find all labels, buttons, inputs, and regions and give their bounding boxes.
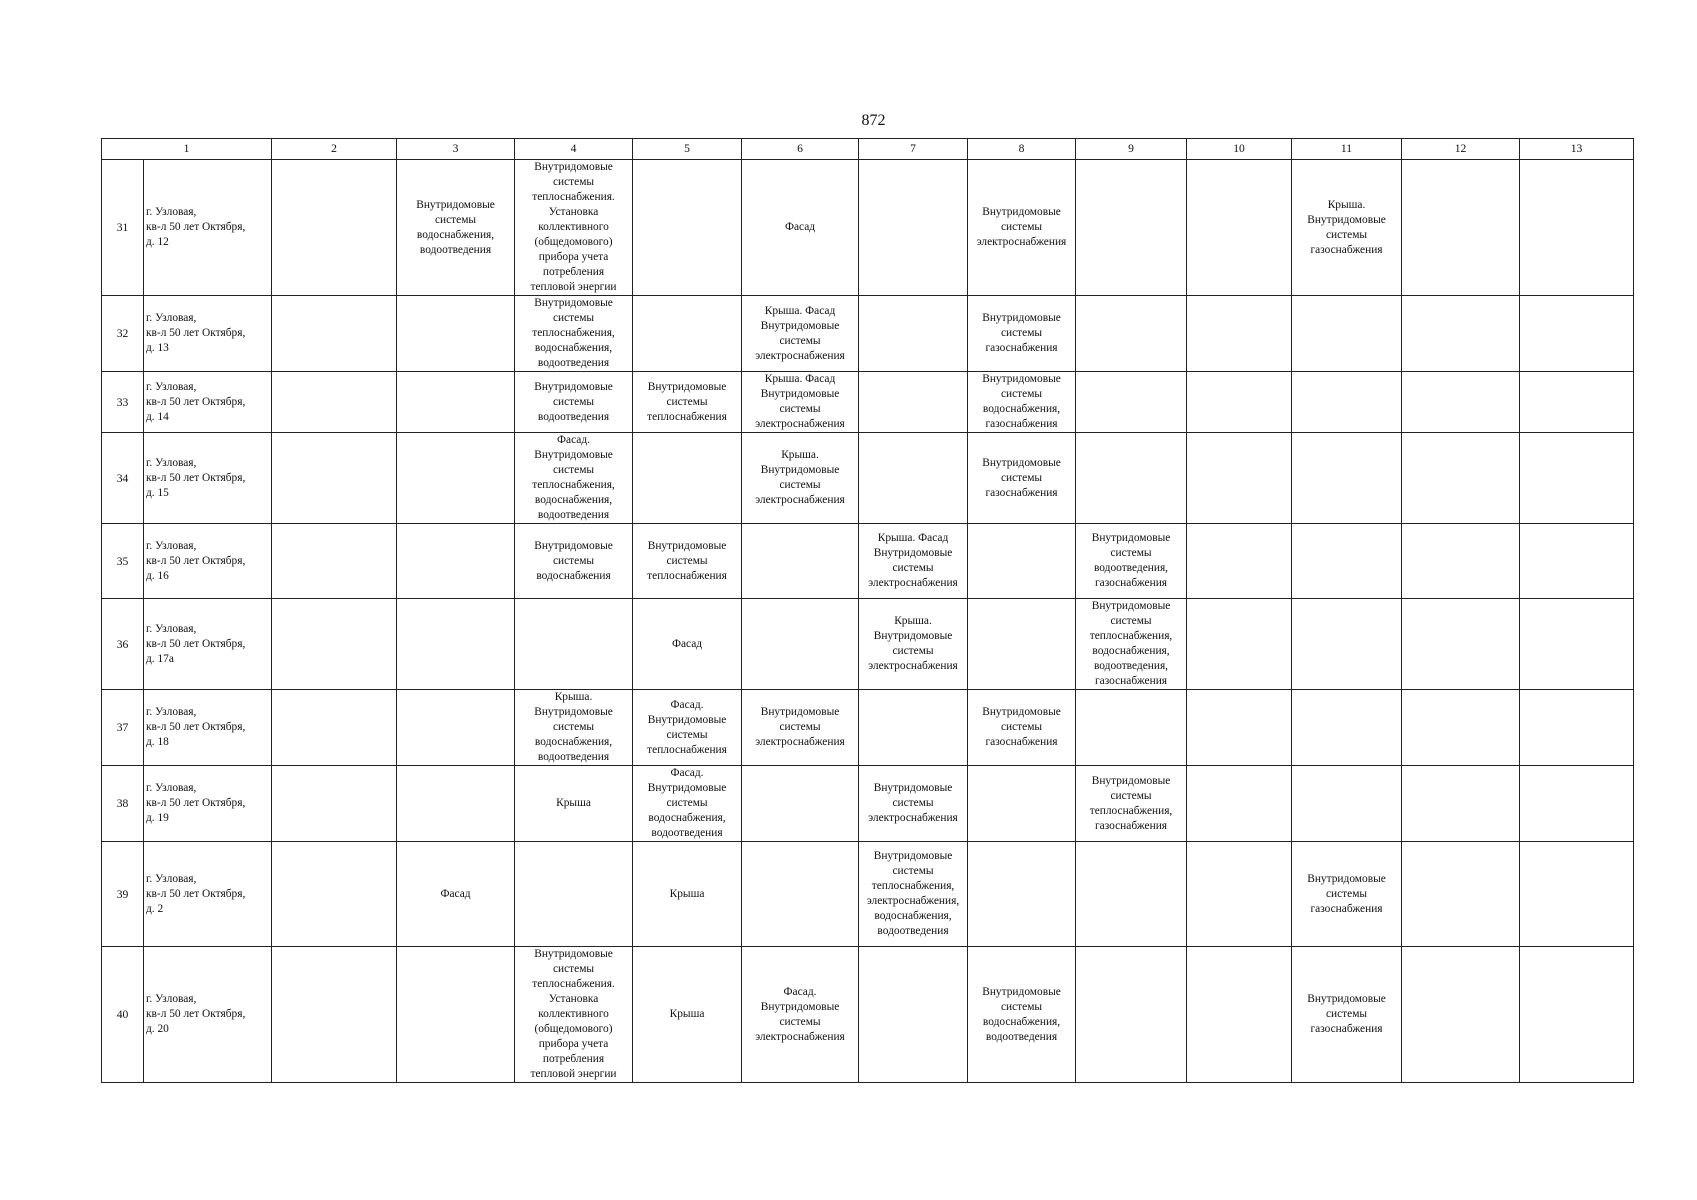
work-cell (1292, 947, 1402, 1083)
table-row (102, 599, 1634, 690)
table-row (102, 842, 1634, 947)
work-cell (515, 599, 633, 690)
work-cell (515, 690, 633, 766)
work-cell (742, 842, 859, 947)
work-cell (1292, 524, 1402, 599)
work-text: Фасад. Внутридомовые системы водоснабжения, водоотведения (647, 767, 727, 839)
table-row (102, 524, 1634, 599)
work-cell (633, 690, 742, 766)
address-text: г. Узловая, кв-л 50 лет Октября, д. 15 (146, 456, 246, 499)
work-cell (272, 599, 397, 690)
work-cell (1076, 160, 1187, 296)
work-cell (1292, 372, 1402, 433)
address-cell (144, 524, 272, 599)
work-text: Внутридомовые системы теплоснабжения (647, 539, 727, 582)
work-cell (1402, 372, 1520, 433)
work-cell (742, 296, 859, 372)
work-cell (633, 433, 742, 524)
column-header: 11 (1292, 139, 1402, 160)
work-cell (397, 947, 515, 1083)
work-text: Внутридомовые системы электроснабжения (755, 706, 845, 748)
work-cell (1520, 599, 1634, 690)
work-text: Крыша. Фасад Внутридомовые системы электроснабжения (755, 373, 845, 430)
work-cell (1292, 433, 1402, 524)
work-cell (397, 599, 515, 690)
work-cell (1402, 599, 1520, 690)
work-text: Внутридомовые системы водоснабжения, водоотведения (416, 198, 495, 256)
work-text: Внутридомовые системы водоснабжения (534, 539, 613, 582)
work-cell (397, 372, 515, 433)
work-cell (272, 372, 397, 433)
work-cell (397, 690, 515, 766)
table-row (102, 433, 1634, 524)
work-text: Крыша (669, 1008, 705, 1020)
work-cell (1402, 842, 1520, 947)
work-cell (515, 433, 633, 524)
work-cell (633, 766, 742, 842)
work-text: Крыша. Внутридомовые системы электроснабжения (868, 615, 958, 672)
work-cell (633, 524, 742, 599)
work-cell (1187, 296, 1292, 372)
work-text: Фасад (440, 887, 471, 900)
work-cell (633, 160, 742, 296)
table-row (102, 296, 1634, 372)
work-cell (1402, 690, 1520, 766)
address-cell (144, 160, 272, 296)
address-cell (144, 766, 272, 842)
work-text: Внутридомовые системы электроснабжения (868, 782, 958, 824)
work-cell (742, 766, 859, 842)
work-cell (1520, 296, 1634, 372)
work-cell (1076, 766, 1187, 842)
row-number: 33 (102, 372, 144, 433)
work-cell (1402, 524, 1520, 599)
work-cell (968, 766, 1076, 842)
address-cell (144, 296, 272, 372)
address-cell (144, 947, 272, 1083)
column-header: 8 (968, 139, 1076, 160)
work-text: Фасад (784, 221, 816, 233)
work-cell (1187, 690, 1292, 766)
work-cell (272, 842, 397, 947)
work-cell (859, 690, 968, 766)
work-cell (272, 296, 397, 372)
work-text: Внутридомовые системы теплоснабжения, электроснабжения, водоснабжения, водоотведения (866, 850, 960, 937)
row-number: 38 (102, 766, 144, 842)
work-cell (397, 296, 515, 372)
work-cell (859, 296, 968, 372)
work-cell (1292, 842, 1402, 947)
work-cell (515, 524, 633, 599)
work-cell (1292, 766, 1402, 842)
work-cell (397, 766, 515, 842)
work-cell (1402, 433, 1520, 524)
work-cell (1076, 524, 1187, 599)
work-text: Внутридомовые системы электроснабжения (976, 206, 1067, 248)
work-cell (859, 160, 968, 296)
work-cell (859, 599, 968, 690)
work-cell (633, 842, 742, 947)
row-number: 31 (102, 160, 144, 296)
work-text: Внутридомовые системы теплоснабжения (647, 380, 727, 423)
work-cell (633, 599, 742, 690)
column-header: 6 (742, 139, 859, 160)
work-cell (272, 947, 397, 1083)
work-text: Внутридомовые системы теплоснабжения, газоснабжения (1089, 774, 1173, 832)
table-row (102, 690, 1634, 766)
work-cell (1187, 766, 1292, 842)
column-header: 3 (397, 139, 515, 160)
column-header: 12 (1402, 139, 1520, 160)
column-header: 9 (1076, 139, 1187, 160)
work-cell (859, 372, 968, 433)
work-cell (968, 690, 1076, 766)
address-text: г. Узловая, кв-л 50 лет Октября, д. 17а (146, 622, 246, 665)
work-text: Фасад. Внутридомовые системы теплоснабжения, водоснабжения, водоотведения (532, 434, 615, 521)
work-cell (1402, 296, 1520, 372)
work-cell (859, 842, 968, 947)
work-cell (1187, 433, 1292, 524)
work-cell (1187, 160, 1292, 296)
work-cell (1402, 766, 1520, 842)
table-row (102, 160, 1634, 296)
work-text: Крыша. Внутридомовые системы водоснабжения, водоотведения (534, 691, 613, 763)
work-cell (515, 296, 633, 372)
work-cell (1292, 690, 1402, 766)
work-cell (859, 766, 968, 842)
row-number: 36 (102, 599, 144, 690)
work-cell (1520, 690, 1634, 766)
work-cell (1292, 296, 1402, 372)
work-cell (1076, 690, 1187, 766)
work-cell (968, 599, 1076, 690)
work-cell (1520, 842, 1634, 947)
work-cell (397, 160, 515, 296)
address-cell (144, 372, 272, 433)
address-text: г. Узловая, кв-л 50 лет Октября, д. 14 (146, 380, 246, 423)
work-cell (1187, 947, 1292, 1083)
work-cell (859, 524, 968, 599)
work-text: Внутридомовые системы газоснабжения (1307, 872, 1386, 915)
work-text: Внутридомовые системы водоотведения (534, 380, 613, 423)
row-number: 40 (102, 947, 144, 1083)
address-text: г. Узловая, кв-л 50 лет Октября, д. 2 (146, 872, 246, 915)
work-cell (272, 524, 397, 599)
work-cell (859, 433, 968, 524)
work-cell (515, 766, 633, 842)
work-cell (1187, 524, 1292, 599)
work-cell (1187, 842, 1292, 947)
work-cell (515, 947, 633, 1083)
work-cell (633, 372, 742, 433)
work-cell (742, 599, 859, 690)
column-header: 7 (859, 139, 968, 160)
work-text: Фасад. Внутридомовые системы электроснабжения (755, 985, 845, 1043)
row-number: 35 (102, 524, 144, 599)
row-number: 37 (102, 690, 144, 766)
column-header: 13 (1520, 139, 1634, 160)
work-cell (1292, 599, 1402, 690)
work-text: Внутридомовые системы водоотведения, газоснабжения (1091, 532, 1171, 589)
work-cell (1402, 947, 1520, 1083)
work-text: Крыша. Фасад Внутридомовые системы электроснабжения (868, 532, 958, 589)
work-text: Внутридомовые системы газоснабжения (982, 456, 1061, 499)
row-number: 32 (102, 296, 144, 372)
address-cell (144, 690, 272, 766)
work-cell (1520, 372, 1634, 433)
address-text: г. Узловая, кв-л 50 лет Октября, д. 20 (146, 993, 246, 1035)
address-cell (144, 599, 272, 690)
work-cell (515, 842, 633, 947)
address-cell (144, 433, 272, 524)
work-cell (1187, 599, 1292, 690)
address-text: г. Узловая, кв-л 50 лет Октября, д. 18 (146, 706, 246, 748)
work-cell (397, 842, 515, 947)
row-number: 39 (102, 842, 144, 947)
work-text: Внутридомовые системы теплоснабжения. Установка коллективного (общедомового) прибора учета потребления тепловой энергии (530, 161, 617, 293)
table-body (102, 139, 1634, 1083)
work-cell (272, 433, 397, 524)
address-cell (144, 842, 272, 947)
work-cell (272, 766, 397, 842)
work-cell (1520, 524, 1634, 599)
address-text: г. Узловая, кв-л 50 лет Октября, д. 13 (146, 312, 246, 354)
row-number: 34 (102, 433, 144, 524)
work-cell (742, 690, 859, 766)
work-cell (1076, 433, 1187, 524)
address-text: г. Узловая, кв-л 50 лет Октября, д. 12 (146, 206, 246, 248)
work-cell (968, 433, 1076, 524)
work-text: Фасад. Внутридомовые системы теплоснабжения (647, 698, 727, 756)
work-text: Внутридомовые системы водоснабжения, водоотведения (982, 985, 1061, 1043)
work-cell (1520, 433, 1634, 524)
work-cell (397, 524, 515, 599)
work-cell (1520, 947, 1634, 1083)
work-cell (1076, 842, 1187, 947)
work-cell (742, 160, 859, 296)
work-text: Крыша. Фасад Внутридомовые системы электроснабжения (755, 304, 845, 362)
table-row (102, 372, 1634, 433)
work-cell (968, 372, 1076, 433)
work-text: Внутридомовые системы водоснабжения, газоснабжения (982, 373, 1061, 430)
column-number-row (102, 139, 1634, 160)
work-cell (742, 372, 859, 433)
work-cell (1076, 372, 1187, 433)
work-cell (742, 947, 859, 1083)
work-cell (1402, 160, 1520, 296)
table-row (102, 766, 1634, 842)
work-cell (968, 296, 1076, 372)
work-cell (515, 160, 633, 296)
work-text: Крыша. Внутридомовые системы газоснабжения (1307, 198, 1386, 256)
column-header: 4 (515, 139, 633, 160)
work-text: Крыша (669, 887, 705, 900)
work-cell (272, 690, 397, 766)
work-cell (1187, 372, 1292, 433)
work-cell (1520, 766, 1634, 842)
work-text: Фасад (671, 637, 703, 650)
column-header: 5 (633, 139, 742, 160)
work-text: Внутридомовые системы теплоснабжения. Установка коллективного (общедомового) прибора учета потребления тепловой энергии (530, 948, 617, 1080)
work-cell (272, 160, 397, 296)
work-cell (1292, 160, 1402, 296)
repair-schedule-table (101, 138, 1634, 1083)
column-header: 10 (1187, 139, 1292, 160)
column-header: 1 (102, 139, 272, 160)
work-text: Внутридомовые системы газоснабжения (982, 312, 1061, 354)
work-cell (1520, 160, 1634, 296)
work-cell (515, 372, 633, 433)
work-text: Внутридомовые системы теплоснабжения, водоснабжения, водоотведения, газоснабжения (1089, 600, 1173, 687)
work-cell (968, 842, 1076, 947)
work-cell (397, 433, 515, 524)
work-cell (633, 947, 742, 1083)
work-cell (742, 433, 859, 524)
work-cell (968, 947, 1076, 1083)
work-text: Внутридомовые системы газоснабжения (982, 706, 1061, 748)
work-cell (1076, 947, 1187, 1083)
work-text: Внутридомовые системы теплоснабжения, водоснабжения, водоотведения (532, 297, 615, 369)
work-cell (742, 524, 859, 599)
work-cell (968, 160, 1076, 296)
address-text: г. Узловая, кв-л 50 лет Октября, д. 19 (146, 782, 246, 824)
column-header: 2 (272, 139, 397, 160)
work-cell (1076, 599, 1187, 690)
work-text: Крыша (556, 797, 591, 809)
page-number: 872 (861, 112, 886, 129)
address-text: г. Узловая, кв-л 50 лет Октября, д. 16 (146, 539, 246, 582)
work-cell (633, 296, 742, 372)
table-row (102, 947, 1634, 1083)
work-cell (1076, 296, 1187, 372)
work-text: Крыша. Внутридомовые системы электроснабжения (755, 449, 845, 506)
work-cell (968, 524, 1076, 599)
work-cell (859, 947, 968, 1083)
work-text: Внутридомовые системы газоснабжения (1307, 993, 1386, 1035)
